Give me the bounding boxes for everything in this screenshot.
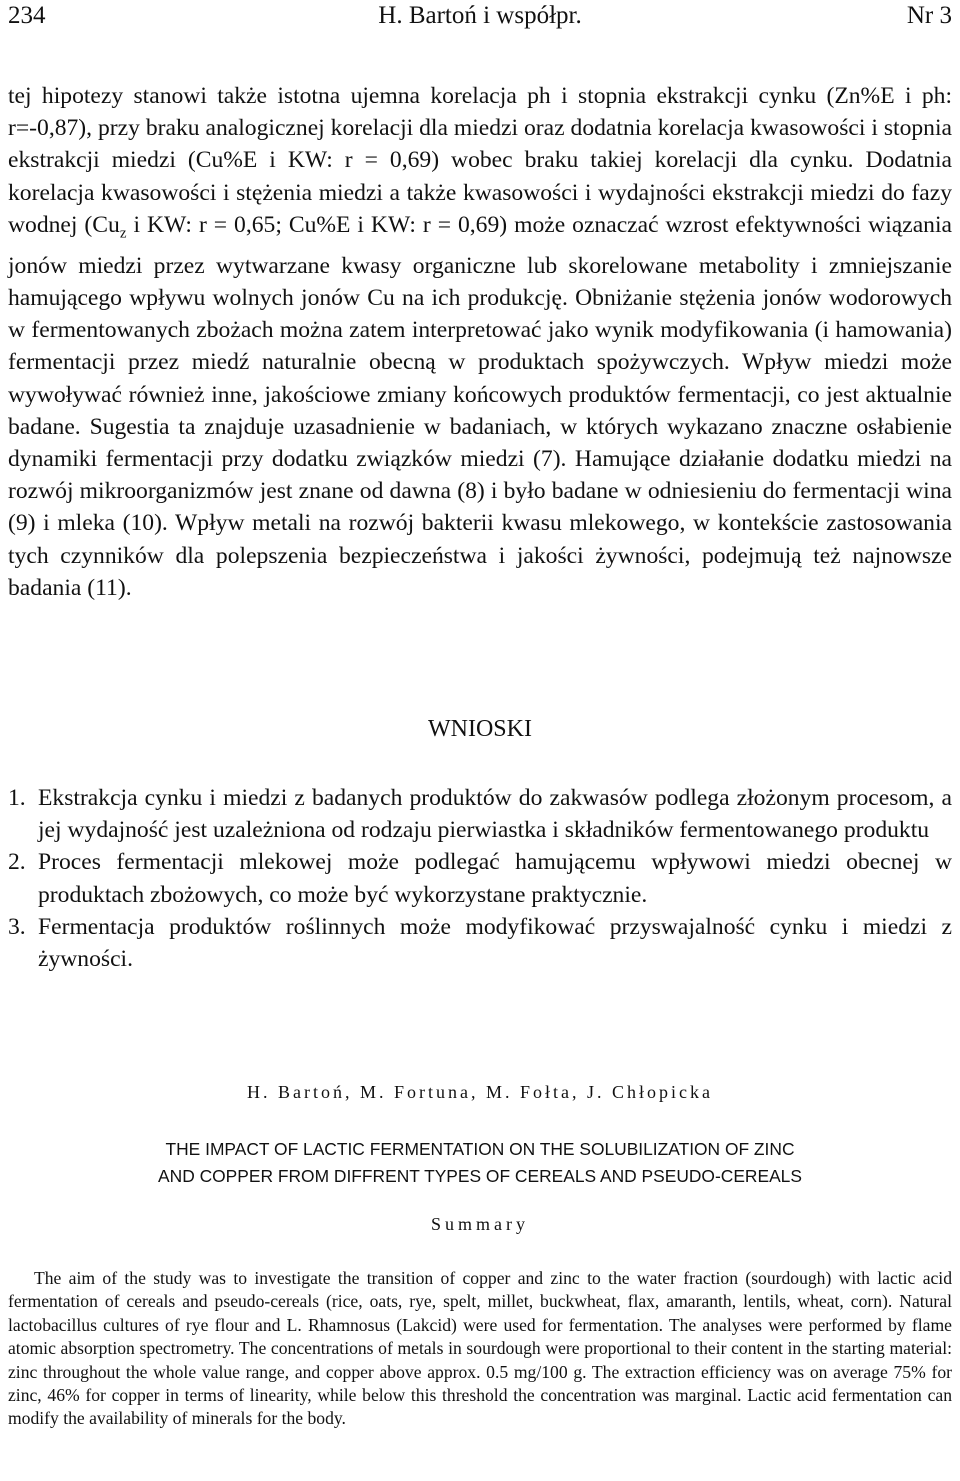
summary-text	[8, 1267, 952, 1431]
english-title-line-1: THE IMPACT OF LACTIC FERMENTATION ON THE SOLUBILIZATION OF ZINC	[165, 1139, 795, 1159]
page-number: 234	[8, 2, 46, 29]
conclusion-item	[8, 911, 952, 975]
conclusions-list	[8, 782, 952, 975]
summary-paragraph: The aim of the study was to investigate the transition of copper and zinc to the water fraction (sourdough) with lactic acid fermentation of cereals and pseudo-cereals (rice, oats, rye, spelt, millet, buckwheat, flax, amaranth, lentils, wheat, corn). Natural lactobacillus cultures of rye flour and L. Rhamnosus (Lakcid) were used for fermentation. The analyses were performed by flame atomic absorption spectrometry. The concentrations of metals in sourdough were proportional to their content in the starting material: zinc throughout the whole value range, and copper above approx. 0.5 mg/100 g. The extraction efficiency was on average 75% for zinc, 46% for copper in terms of linearity, while below this threshold the concentration was marginal. Lactic acid fermentation can modify the availability of minerals for the body.	[8, 1268, 952, 1429]
english-title-line-2: AND COPPER FROM DIFFRENT TYPES OF CEREALS AND PSEUDO-CEREALS	[158, 1166, 802, 1186]
discussion-paragraph	[8, 80, 952, 604]
summary-heading: Summary	[431, 1214, 529, 1234]
paragraph-text-part2: i KW: r = 0,65; Cu%E i KW: r = 0,69) może oznaczać wzrost efektywności wiązania jonów miedzi przez wytwarzane kwasy organiczne lub skorelowane metabolity i zmniejszanie hamującego wpływu wolnych jonów Cu na ich produkcję. Obniżanie stężenia jonów wodorowych w fermentowanych zbożach można zatem interpretować jako wynik modyfikowania (i hamowania) fermentacji przez miedź naturalnie obecną w produktach spożywczych. Wpływ miedzi może wywoływać również inne, jakościowe zmiany końcowych produktów fermentacji, co jest aktualnie badane. Sugestia ta znajduje uzasadnienie w badaniach, w których wykazano znaczne osłabienie dynamiki fermentacji przy dodatku związków miedzi (7). Hamujące działanie dodatku miedzi na rozwój mikroorganizmów jest znane od dawna (8) i było badane w odniesieniu do fermentacji wina (9) i mleka (10). Wpływ metali na rozwój bakterii kwasu mlekowego, w kontekście zastosowania tych czynników dla polepszenia bezpieczeństwa i jakości żywności, podejmują też najnowsze badania (11).	[8, 211, 953, 601]
conclusion-text: Proces fermentacji mlekowej może podlegać hamującemu wpływowi miedzi obecnej w produktach zbożowych, co może być wykorzystane praktycznie.	[38, 849, 952, 908]
conclusion-item	[8, 782, 952, 846]
subscript-z: z	[119, 225, 127, 242]
english-authors: H. Bartoń, M. Fortuna, M. Fołta, J. Chłopicka	[247, 1082, 713, 1102]
conclusion-number: 1.	[8, 785, 26, 811]
running-header-authors: H. Bartoń i współpr.	[378, 2, 582, 29]
conclusion-text: Ekstrakcja cynku i miedzi z badanych produktów do zakwasów podlega złożonym procesom, a jej wydajność jest uzależniona od rodzaju pierwiastka i składników fermentowanego produktu	[38, 785, 952, 844]
conclusions-heading: WNIOSKI	[428, 716, 532, 742]
conclusion-number: 2.	[8, 849, 26, 876]
paragraph-text-part1: tej hipotezy stanowi także istotna ujemna korelacja ph i stopnia ekstrakcji cynku (Zn%E i ph: r=-0,87), przy braku analogicznej korelacji dla miedzi oraz dodatnia korelacja kwasowości i stopnia ekstrakcji miedzi (Cu%E i KW: r = 0,69) wobec braku takiej korelacji dla cynku. Dodatnia korelacja kwasowości i stężenia miedzi a także kwasowości i wydajności ekstrakcji miedzi do fazy wodnej (Cu	[8, 83, 952, 238]
conclusion-text: Fermentacja produktów roślinnych może modyfikować przyswajalność cynku i miedzi z żywności.	[38, 913, 952, 973]
running-header	[8, 2, 952, 36]
english-title	[0, 1136, 960, 1190]
conclusion-number: 3.	[8, 913, 26, 940]
issue-number: Nr 3	[906, 2, 952, 29]
conclusion-item	[8, 846, 952, 910]
